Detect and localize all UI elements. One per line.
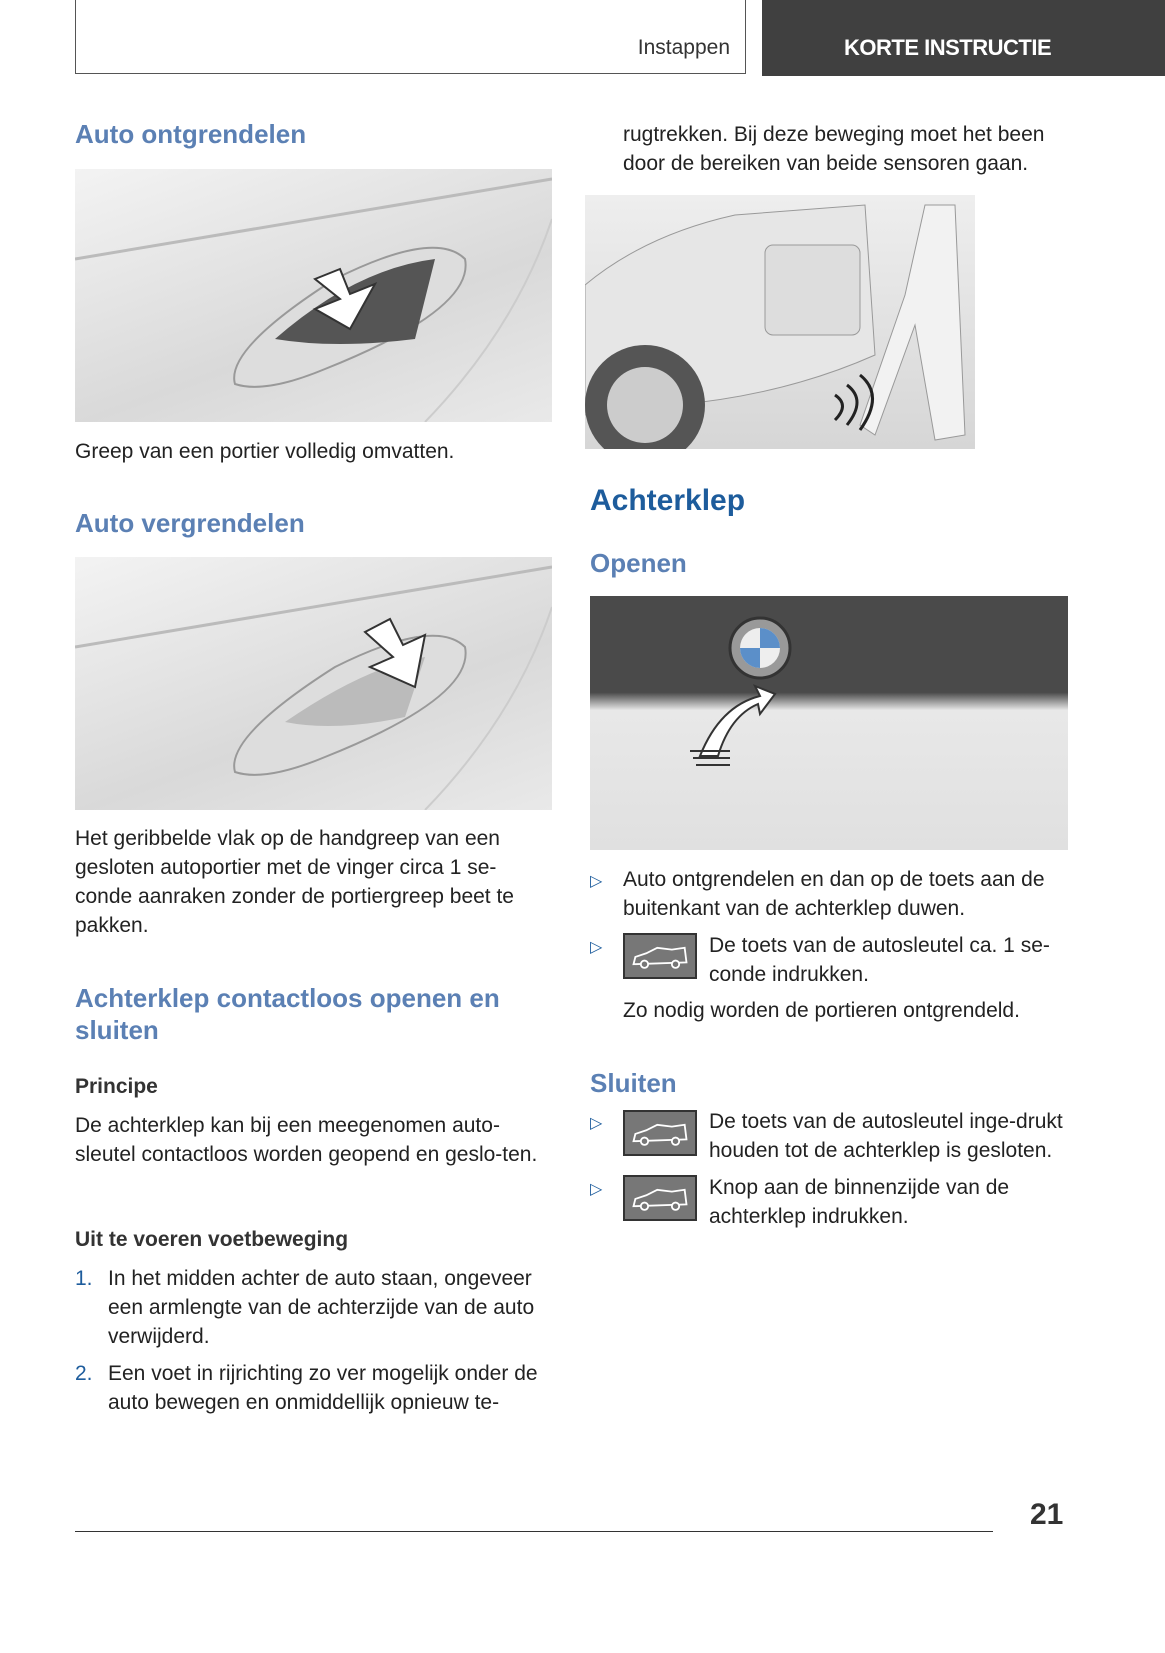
list-item: ▷ De toets van de autosleutel ca. 1 se-conde indrukken.	[590, 931, 1068, 989]
heading-principle: Principe	[75, 1075, 158, 1098]
footer-rule	[75, 1531, 993, 1532]
list-item: ▷ Knop aan de binnenzijde van de achterklep indrukken.	[590, 1173, 1068, 1231]
open-note: Zo nodig worden de portieren ontgrendeld.	[623, 999, 1020, 1022]
list-item: ▷ Auto ontgrendelen en dan op de toets aan de buitenkant van de achterklep duwen.	[590, 865, 1068, 923]
heading-foot-movement: Uit te voeren voetbeweging	[75, 1228, 349, 1251]
continued-text: rugtrekken. Bij deze beweging moet het been door de bereiken van beide sensoren gaan.	[623, 123, 1045, 175]
bullet-triangle-icon: ▷	[590, 1181, 603, 1198]
tailgate-key-icon	[623, 1110, 697, 1156]
list-item: 1. In het midden achter de auto staan, ongeveer een armlengte van de achterzijde van de auto verwijderd.	[75, 1267, 535, 1348]
lock-caption: Het geribbelde vlak op de handgreep van een gesloten autoportier met de vinger circa 1 se-conde aanraken zonder de portiergreep beet te pakken.	[75, 827, 514, 937]
tailgate-button-image	[590, 596, 1068, 850]
close-list	[590, 1107, 1068, 1231]
tailgate-key-icon	[623, 933, 697, 979]
door-handle-lock-image	[75, 557, 552, 810]
unlock-caption: Greep van een portier volledig omvatten.	[75, 440, 455, 463]
heading-unlock: Auto ontgrendelen	[75, 119, 307, 149]
step-list	[75, 1264, 552, 1417]
bullet-triangle-icon: ▷	[590, 939, 603, 956]
door-handle-unlock-image	[75, 169, 552, 422]
bullet-triangle-icon: ▷	[590, 873, 603, 890]
list-item: ▷ De toets van de autosleutel inge-drukt houden tot de achterklep is gesloten.	[590, 1110, 1063, 1162]
bullet-triangle-icon: ▷	[590, 1115, 603, 1132]
tailgate-button-icon	[623, 1175, 697, 1221]
heading-close: Sluiten	[590, 1068, 677, 1098]
chapter-title: Instappen	[637, 36, 730, 59]
list-item: 2. Een voet in rijrichting zo ver mogelijk onder de auto bewegen en onmiddellijk opnieuw te-	[75, 1362, 538, 1414]
principle-text: De achterklep kan bij een meegenomen auto-sleutel contactloos worden geopend en geslo-ten.	[75, 1114, 538, 1166]
page-number: 21	[1030, 1498, 1064, 1531]
foot-gesture-image	[585, 195, 975, 449]
heading-tailgate: Achterklep	[590, 484, 746, 517]
open-list	[590, 865, 1068, 1025]
heading-lock: Auto vergrendelen	[75, 508, 305, 538]
heading-open: Openen	[590, 548, 687, 578]
heading-contactless: Achterklep contactloos openen en sluiten	[75, 983, 500, 1045]
section-tab: KORTE INSTRUCTIE	[762, 0, 1165, 76]
